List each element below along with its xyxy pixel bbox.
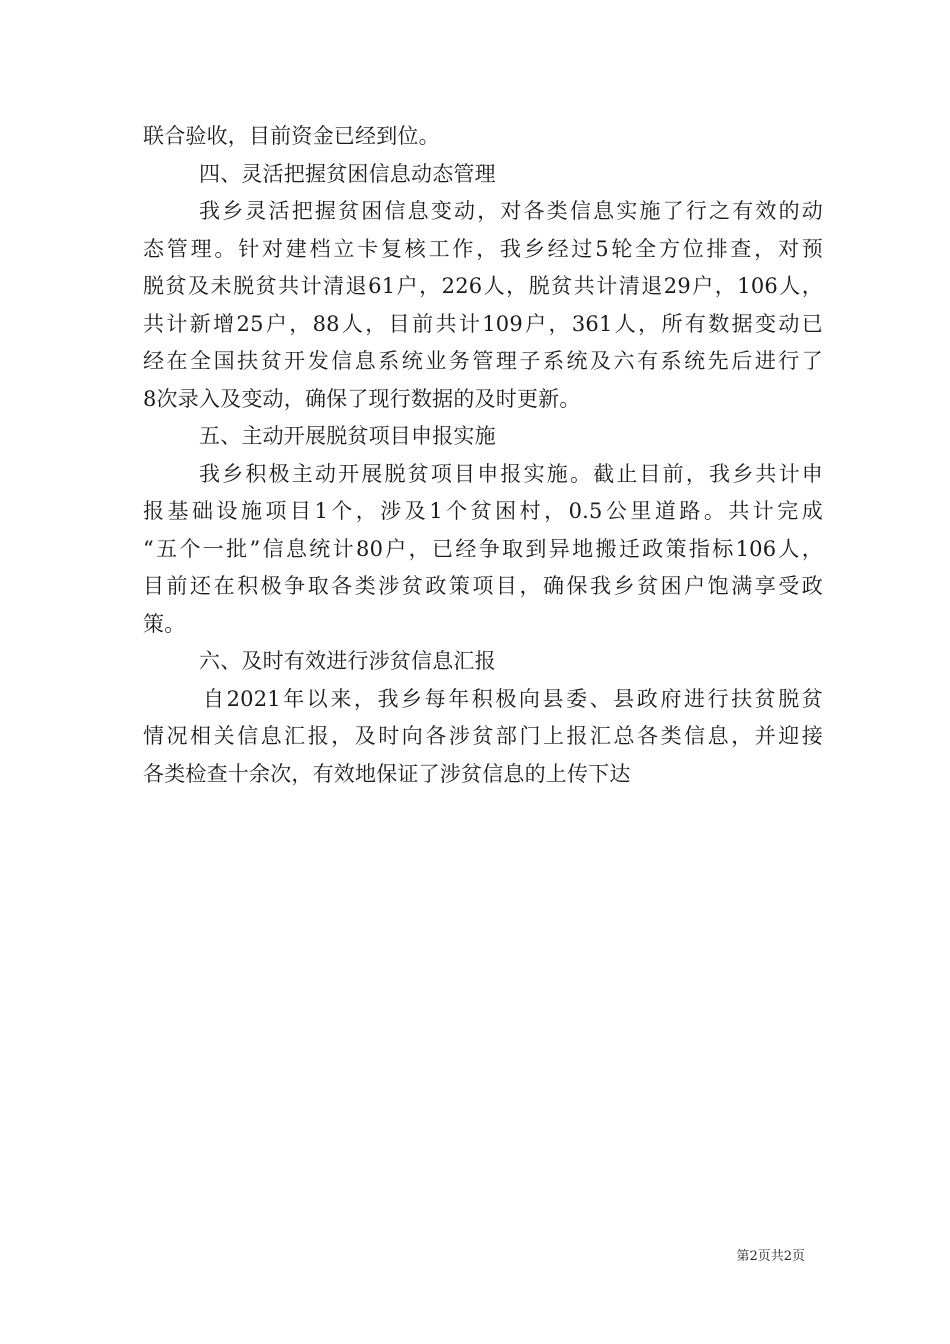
paragraph-line: 脱贫及未脱贫共计清退61户，226人，脱贫共计清退29户，106人， xyxy=(143,274,823,298)
paragraph-line: 8次录入及变动，确保了现行数据的及时更新。 xyxy=(143,386,581,411)
section-heading-5: 五、主动开展脱贫项目申报实施 xyxy=(199,424,496,448)
paragraph-line: 策。 xyxy=(143,611,186,636)
paragraph-line: 经在全国扶贫开发信息系统业务管理子系统及六有系统先后进行了 xyxy=(143,349,823,373)
paragraph-line: 共计新增25户，88人，目前共计109户，361人，所有数据变动已 xyxy=(143,311,823,336)
paragraph-line: 目前还在积极争取各类涉贫政策项目，确保我乡贫困户饱满享受政 xyxy=(143,574,823,598)
paragraph-line: 自2021年以来，我乡每年积极向县委、县政府进行扶贫脱贫 xyxy=(203,686,823,711)
paragraph-line: 联合验收，目前资金已经到位。 xyxy=(143,124,440,148)
paragraph-line: 情况相关信息汇报，及时向各涉贫部门上报汇总各类信息，并迎接 xyxy=(143,724,823,748)
section-heading-6: 六、及时有效进行涉贫信息汇报 xyxy=(199,649,496,673)
document-body xyxy=(143,118,823,793)
section-heading-4: 四、灵活把握贫困信息动态管理 xyxy=(199,161,496,186)
paragraph-line: 态管理。针对建档立卡复核工作，我乡经过5轮全方位排查，对预 xyxy=(143,236,823,261)
paragraph-line: 各类检查十余次，有效地保证了涉贫信息的上传下达 xyxy=(143,761,631,786)
paragraph-line: 我乡灵活把握贫困信息变动，对各类信息实施了行之有效的动 xyxy=(199,199,823,223)
paragraph-line: 报基础设施项目1个，涉及1个贫困村，0.5公里道路。共计完成 xyxy=(143,499,823,523)
paragraph-line: 我乡积极主动开展脱贫项目申报实施。截止目前，我乡共计申 xyxy=(199,461,823,486)
paragraph-line: “五个一批”信息统计80户，已经争取到异地搬迁政策指标106人， xyxy=(143,536,823,561)
page-number: 第2页共2页 xyxy=(736,1249,805,1264)
